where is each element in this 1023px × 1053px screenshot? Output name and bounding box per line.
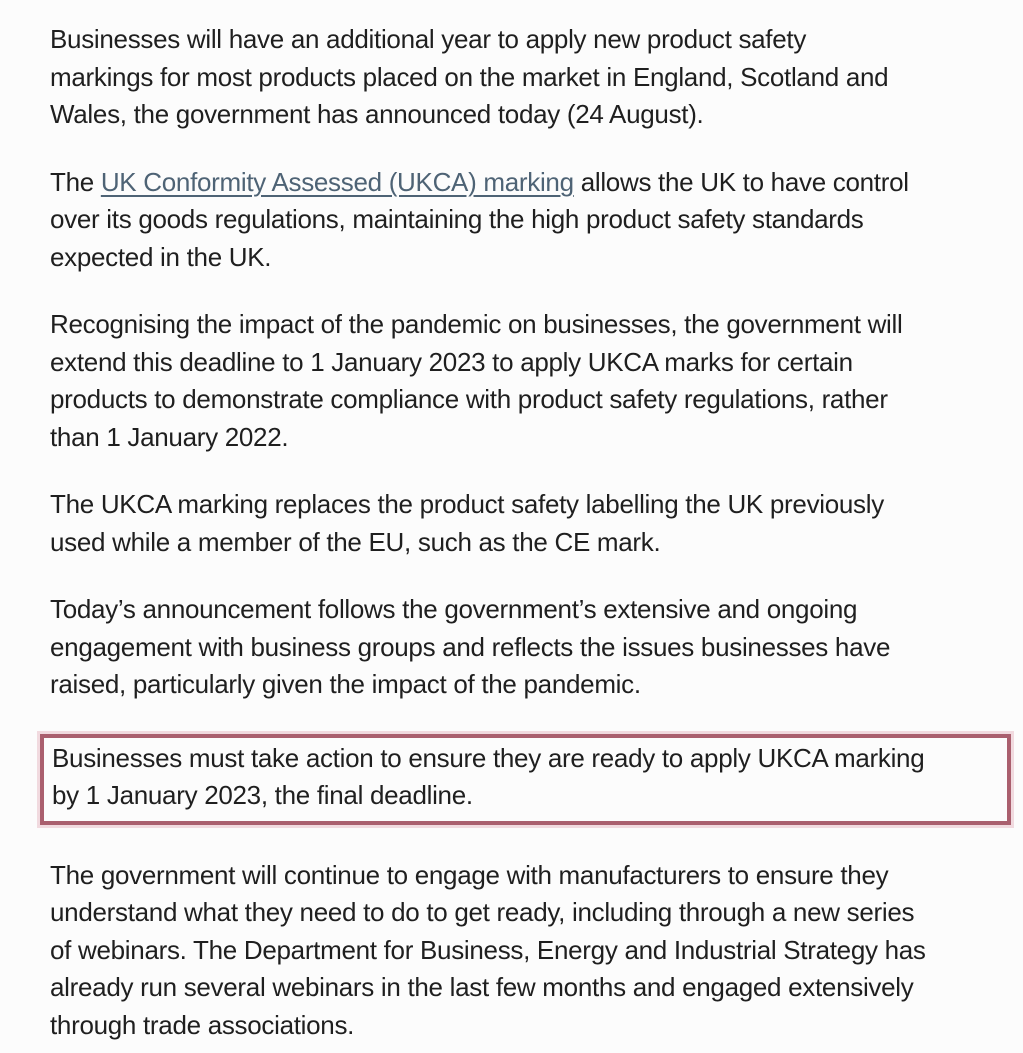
paragraph-ce-mark: [50, 486, 993, 561]
link-suffix-text: allows the UK to have control: [573, 166, 909, 197]
paragraph-engagement: [50, 857, 993, 1045]
text-line: understand what they need to do to get ready, including through a new series: [50, 897, 915, 927]
text-line: through trade associations.: [50, 1009, 355, 1040]
text-line: raised, particularly given the impact of the pandemic.: [50, 669, 641, 699]
text-line: engagement with business groups and reflects the issues businesses have: [50, 631, 891, 662]
text-line: Today’s announcement follows the government’s extensive and ongoing: [50, 594, 858, 624]
text-line: than 1 January 2022.: [50, 421, 289, 452]
text-line: The UKCA marking replaces the product safety labelling the UK previously: [50, 489, 884, 519]
text-line: expected in the UK.: [50, 241, 272, 272]
highlighted-note: [40, 734, 1011, 825]
text-line: products to demonstrate compliance with product safety regulations, rather: [50, 384, 888, 414]
text-line: of webinars. The Department for Business, Energy and Industrial Strategy has: [50, 934, 926, 965]
text-line: already run several webinars in the last few months and engaged extensively: [50, 972, 914, 1002]
link-prefix-text: The: [50, 166, 101, 197]
text-line: Recognising the impact of the pandemic on businesses, the government will: [50, 309, 903, 339]
text-line: Businesses must take action to ensure they are ready to apply UKCA marking: [52, 742, 925, 773]
text-line: markings for most products placed on the market in England, Scotland and: [50, 61, 889, 92]
ukca-marking-link[interactable]: UK Conformity Assessed (UKCA) marking: [100, 166, 574, 197]
text-line: by 1 January 2023, the final deadline.: [52, 780, 473, 810]
paragraph-deadline-extension: [50, 306, 993, 456]
paragraph-intro: [50, 21, 993, 134]
text-line-with-link: [50, 164, 993, 202]
text-line: Businesses will have an additional year to apply new product safety: [50, 24, 807, 54]
text-line: extend this deadline to 1 January 2023 to apply UKCA marks for certain: [50, 346, 853, 377]
text-line: over its goods regulations, maintaining the high product safety standards: [50, 204, 864, 234]
paragraph-announcement: [50, 591, 993, 704]
paragraph-ukca-link: [50, 164, 993, 277]
text-line: The government will continue to engage with manufacturers to ensure they: [50, 859, 889, 890]
text-line: used while a member of the EU, such as the CE mark.: [50, 526, 661, 557]
text-line: Wales, the government has announced today (24 August).: [50, 99, 704, 129]
